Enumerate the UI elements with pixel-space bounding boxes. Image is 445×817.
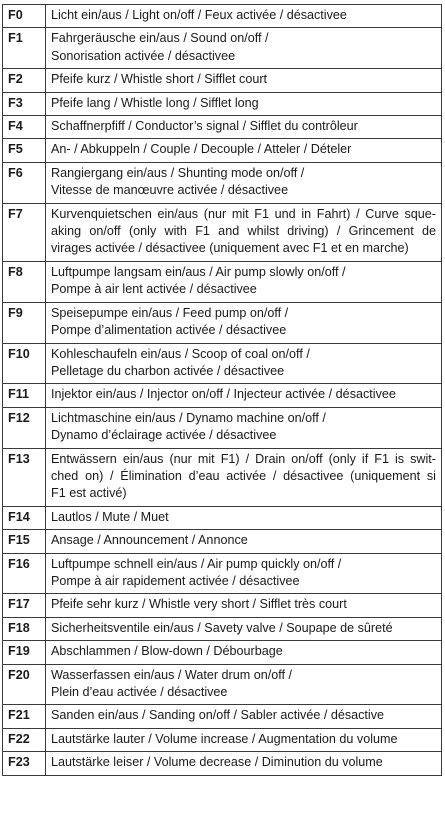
- function-key: F19: [3, 641, 46, 664]
- function-description: [46, 203, 442, 261]
- description-line: aking on/off (only with F1 and whilst driving) / Grincement de: [51, 224, 436, 239]
- description-line: Lautstärke leiser / Volume decrease / Diminution du volume: [51, 755, 383, 770]
- function-key: F23: [3, 752, 46, 775]
- function-row: [3, 530, 442, 553]
- description-line: Pelletage du charbon activée / désactivee: [51, 363, 285, 378]
- function-key: F3: [3, 92, 46, 115]
- function-key: F2: [3, 69, 46, 92]
- function-key: F11: [3, 384, 46, 407]
- description-line: Wasserfassen ein/aus / Water drum on/off /: [51, 667, 293, 682]
- function-row: [3, 664, 442, 705]
- function-description: [46, 384, 442, 407]
- description-line: An- / Abkuppeln / Couple / Decouple / Atteler / Dételer: [51, 142, 352, 157]
- function-row: [3, 617, 442, 640]
- function-description: [46, 69, 442, 92]
- description-line: Lautstärke lauter / Volume increase / Augmentation du volume: [51, 731, 398, 746]
- function-row: [3, 162, 442, 203]
- description-line: Lautlos / Mute / Muet: [51, 509, 169, 524]
- function-row: [3, 407, 442, 448]
- description-line: Rangiergang ein/aus / Shunting mode on/off /: [51, 165, 305, 180]
- description-line: Abschlammen / Blow-down / Débourbage: [51, 644, 283, 659]
- function-description: [46, 343, 442, 384]
- function-description: [46, 448, 442, 506]
- function-key: F17: [3, 594, 46, 617]
- description-line: Dynamo d’éclairage activée / désactivee: [51, 428, 277, 443]
- function-row: [3, 92, 442, 115]
- function-description: [46, 5, 442, 28]
- function-row: [3, 705, 442, 728]
- description-line: Pfeife lang / Whistle long / Sifflet long: [51, 95, 259, 110]
- description-line: Sonorisation activée / désactivee: [51, 48, 236, 63]
- function-description: [46, 28, 442, 69]
- function-key: F4: [3, 116, 46, 139]
- function-row: [3, 384, 442, 407]
- description-line: Fahrgeräusche ein/aus / Sound on/off /: [51, 31, 269, 46]
- function-row: [3, 448, 442, 506]
- function-key: F5: [3, 139, 46, 162]
- description-line: ched on) / Élimination d’eau activée / désactivee (uniquement si: [51, 468, 436, 483]
- function-description: [46, 553, 442, 594]
- function-description: [46, 530, 442, 553]
- description-line: Pfeife sehr kurz / Whistle very short / Sifflet très court: [51, 597, 347, 612]
- function-description: [46, 302, 442, 343]
- function-description: [46, 139, 442, 162]
- description-line: Ansage / Announcement / Annonce: [51, 533, 248, 548]
- function-row: [3, 139, 442, 162]
- description-line: Sanden ein/aus / Sanding on/off / Sabler activée / désactive: [51, 708, 385, 723]
- description-line: Pompe à air lent activée / désactivee: [51, 282, 257, 297]
- description-line: Licht ein/aus / Light on/off / Feux activée / désactivee: [51, 8, 347, 22]
- function-row: [3, 553, 442, 594]
- function-key: F10: [3, 343, 46, 384]
- function-description: [46, 641, 442, 664]
- description-line: Pfeife kurz / Whistle short / Sifflet court: [51, 72, 268, 87]
- function-description: [46, 407, 442, 448]
- description-line: Pompe à air rapidement activée / désactivee: [51, 573, 300, 588]
- function-description: [46, 261, 442, 302]
- function-key: F9: [3, 302, 46, 343]
- description-line: Kohleschaufeln ein/aus / Scoop of coal on/off /: [51, 346, 310, 361]
- function-row: [3, 594, 442, 617]
- function-row: [3, 302, 442, 343]
- function-description: [46, 728, 442, 751]
- function-row: [3, 69, 442, 92]
- function-description: [46, 617, 442, 640]
- function-description: [46, 664, 442, 705]
- function-description: [46, 92, 442, 115]
- function-row: [3, 752, 442, 775]
- function-key: F8: [3, 261, 46, 302]
- function-row: [3, 116, 442, 139]
- function-key: F21: [3, 705, 46, 728]
- function-description: [46, 705, 442, 728]
- function-key: F12: [3, 407, 46, 448]
- function-key: F13: [3, 448, 46, 506]
- function-key: F20: [3, 664, 46, 705]
- function-table-body: [3, 5, 442, 776]
- function-description: [46, 506, 442, 529]
- description-line: Plein d’eau activée / désactivee: [51, 685, 228, 699]
- description-line: Sicherheitsventile ein/aus / Savety valve / Soupape de sûreté: [51, 620, 393, 635]
- function-key: F7: [3, 203, 46, 261]
- function-row: [3, 728, 442, 751]
- function-row: [3, 203, 442, 261]
- function-key: F6: [3, 162, 46, 203]
- description-line: virages activée / désactivee (uniquement avec F1 et en marche): [51, 241, 409, 256]
- function-description: [46, 752, 442, 775]
- description-line: Luftpumpe langsam ein/aus / Air pump slowly on/off /: [51, 264, 346, 279]
- function-key: F18: [3, 617, 46, 640]
- function-row: [3, 343, 442, 384]
- function-key: F22: [3, 728, 46, 751]
- function-key: F1: [3, 28, 46, 69]
- function-key: F14: [3, 506, 46, 529]
- function-row: [3, 5, 442, 28]
- function-key: F0: [3, 5, 46, 28]
- function-row: [3, 28, 442, 69]
- description-line: Lichtmaschine ein/aus / Dynamo machine on/off /: [51, 410, 326, 425]
- description-line: Kurvenquietschen ein/aus (nur mit F1 und in Fahrt) / Curve sque-: [51, 206, 436, 221]
- description-line: Vitesse de manœuvre activée / désactivee: [51, 183, 289, 198]
- description-line: F1 est activé): [51, 486, 127, 501]
- description-line: Pompe d’alimentation activée / désactivee: [51, 323, 287, 338]
- function-description: [46, 162, 442, 203]
- function-key: F16: [3, 553, 46, 594]
- description-line: Speisepumpe ein/aus / Feed pump on/off /: [51, 305, 289, 320]
- function-table: [2, 4, 442, 776]
- function-row: [3, 506, 442, 529]
- description-line: Entwässern ein/aus (nur mit F1) / Drain on/off (only if F1 is swit-: [51, 451, 436, 466]
- description-line: Injektor ein/aus / Injector on/off / Injecteur activée / désactivee: [51, 387, 396, 402]
- description-line: Schaffnerpfiff / Conductor’s signal / Sifflet du contrôleur: [51, 119, 358, 134]
- description-line: Luftpumpe schnell ein/aus / Air pump quickly on/off /: [51, 556, 342, 571]
- function-description: [46, 594, 442, 617]
- function-row: [3, 261, 442, 302]
- function-row: [3, 641, 442, 664]
- function-key: F15: [3, 530, 46, 553]
- function-description: [46, 116, 442, 139]
